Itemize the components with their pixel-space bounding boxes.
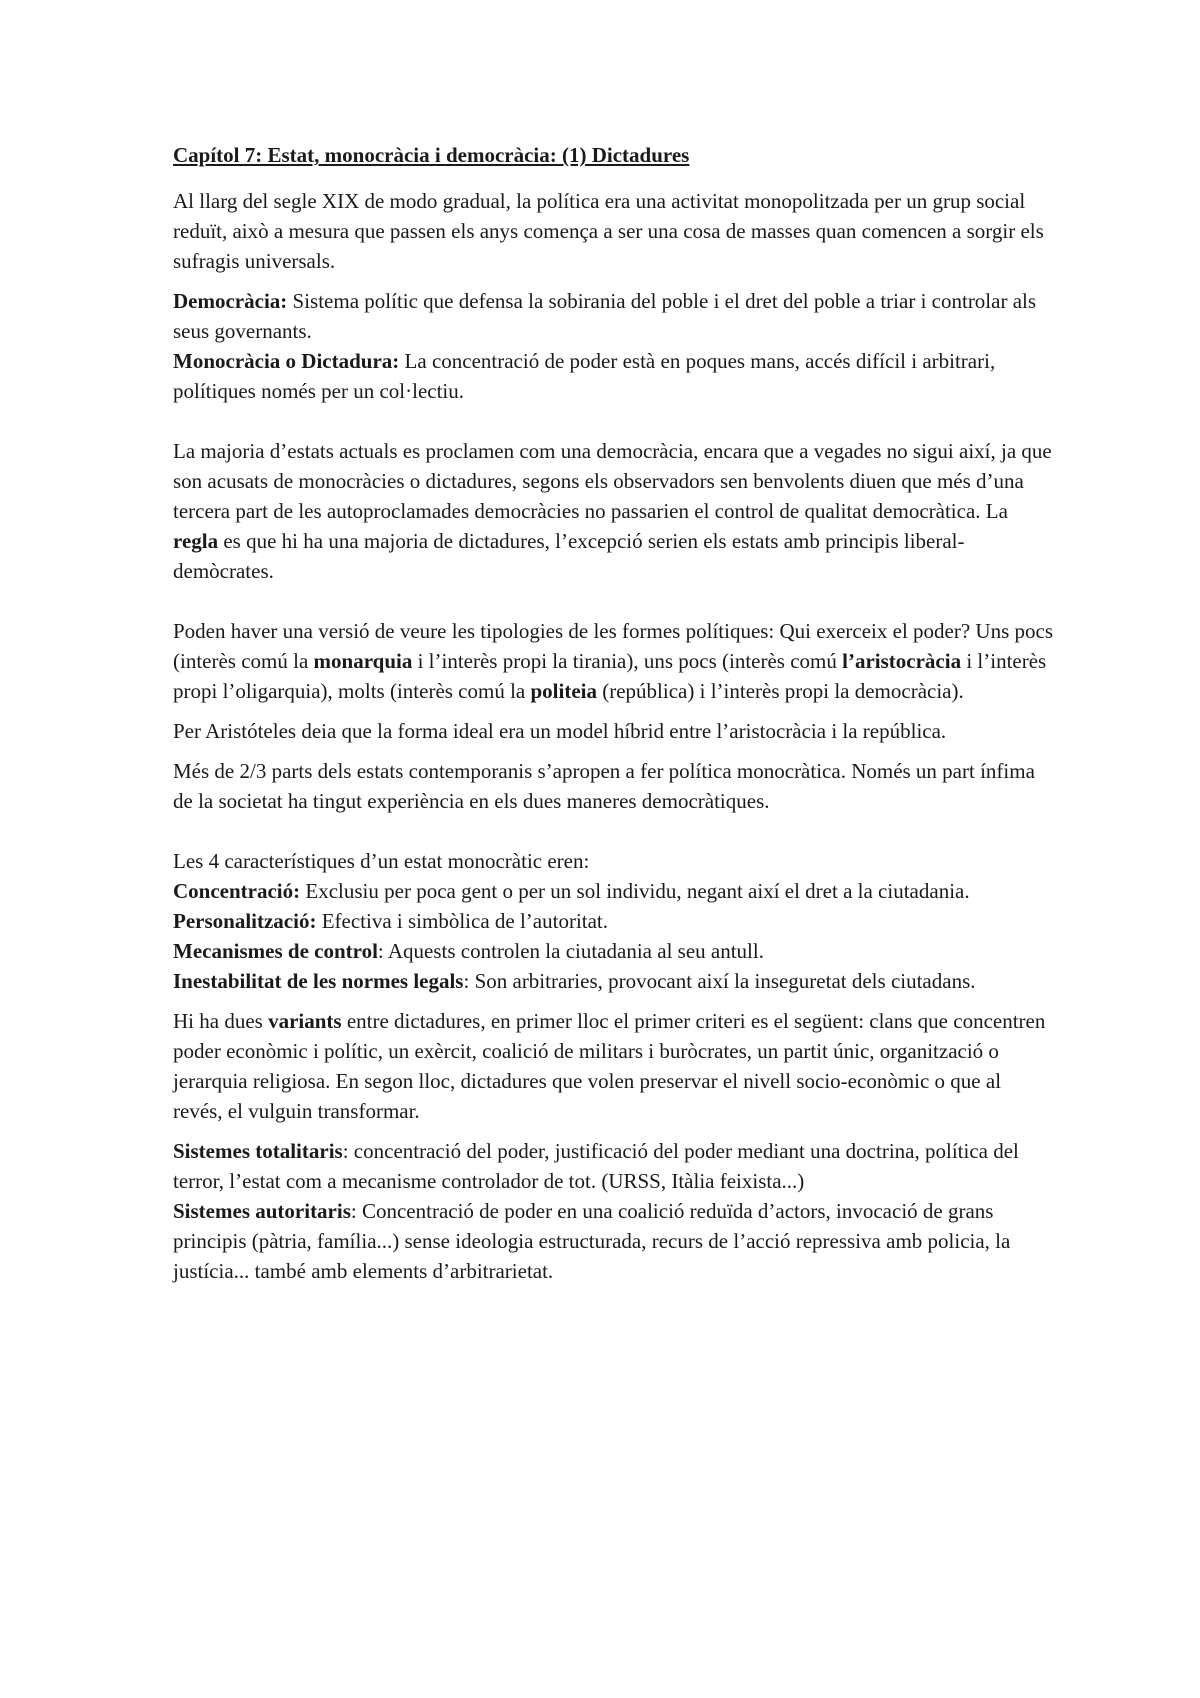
sistema-text: : Concentració de poder en una coalició reduïda d’actors, invocació de grans principis (pàtria, família...) sense ideologia estructurada, recurs de l’acció repressiva amb policia, la justícia... també amb elements d’arbitrarietat. — [173, 1199, 1011, 1283]
text-run: i l’interès propi l’oligarquia), molts (interès comú la — [173, 649, 1047, 703]
text-run: (república) i l’interès propi la democràcia). — [597, 679, 964, 703]
definition-text: La concentració de poder està en poques mans, accés difícil i arbitrari, polítiques només per un col·lectiu. — [173, 349, 996, 403]
sistema-term: Sistemes totalitaris — [173, 1139, 343, 1163]
caracteristica-text: Efectiva i simbòlica de l’autoritat. — [316, 909, 609, 933]
bold-run: monarquia — [313, 649, 413, 673]
paragraph-tipologies — [173, 616, 1053, 706]
caracteristica-item — [173, 966, 1053, 996]
paragraph-variants — [173, 1006, 1053, 1126]
bold-run: politeia — [530, 679, 597, 703]
bold-run: l’aristocràcia — [842, 649, 962, 673]
bold-run: variants — [268, 1009, 342, 1033]
caracteristica-item — [173, 936, 1053, 966]
sistema-text: : concentració del poder, justificació del poder mediant una doctrina, política del terror, l’estat com a mecanisme controlador de tot. (URSS, Itàlia feixista...) — [173, 1139, 1019, 1193]
caracteristica-term: Mecanismes de control — [173, 939, 378, 963]
sistema-term: Sistemes autoritaris — [173, 1199, 351, 1223]
text-run: La majoria d’estats actuals es proclamen com una democràcia, encara que a vegades no sigui així, ja que son acusats de monocràcies o dictadures, segons els observadors sen benvolents diuen que més d’una tercera part de les autoproclamades democràcies no passarien el control de qualitat democràtica. La — [173, 439, 1052, 523]
text-run: es que hi ha una majoria de dictadures, l’excepció serien els estats amb principis liberal-demòcrates. — [173, 529, 965, 583]
caracteristica-item — [173, 906, 1053, 936]
caracteristica-term: Inestabilitat de les normes legals — [173, 969, 464, 993]
sistemes-autoritaris — [173, 1196, 1053, 1286]
caracteristica-item — [173, 876, 1053, 906]
sistemes-totalitaris — [173, 1136, 1053, 1196]
caracteristica-term: Concentració: — [173, 879, 301, 903]
definition-democracia — [173, 286, 1053, 346]
paragraph-aristoteles: Per Aristóteles deia que la forma ideal era un model híbrid entre l’aristocràcia i la república. — [173, 719, 947, 743]
document-page — [173, 140, 1053, 1286]
text-run: entre dictadures, en primer lloc el primer criteri es el següent: clans que concentren poder econòmic i polític, un exèrcit, coalició de militars i buròcrates, un partit únic, organització o jerarquia religiosa. En segon lloc, dictadures que volen preservar el nivell socio-econòmic o que al revés, el vulguin transformar. — [173, 1009, 1046, 1123]
text-run: i l’interès propi la tirania), uns pocs (interès comú — [412, 649, 843, 673]
text-run: Hi ha dues — [173, 1009, 269, 1033]
paragraph-majoria — [173, 436, 1053, 586]
document-title: Capítol 7: Estat, monocràcia i democràcia: (1) Dictadures — [173, 143, 690, 167]
definition-term: Monocràcia o Dictadura: — [173, 349, 400, 373]
intro-paragraph: Al llarg del segle XIX de modo gradual, la política era una activitat monopolitzada per un grup social reduït, això a mesura que passen els anys comença a ser una cosa de masses quan comencen a sorgir els sufragis universals. — [173, 189, 1044, 273]
caracteristica-text: Exclusiu per poca gent o per un sol individu, negant així el dret a la ciutadania. — [300, 879, 970, 903]
paragraph-estats: Més de 2/3 parts dels estats contemporanis s’apropen a fer política monocràtica. Només un part ínfima de la societat ha tingut experiència en els dues maneres democràtiques. — [173, 759, 1035, 813]
caracteristica-text: : Son arbitraries, provocant així la inseguretat dels ciutadans. — [463, 969, 976, 993]
definition-monocracia — [173, 346, 1053, 406]
text-run: Poden haver una versió de veure les tipologies de les formes polítiques: Qui exerceix el poder? Uns pocs (interès comú la — [173, 619, 1054, 673]
definition-term: Democràcia: — [173, 289, 288, 313]
definition-text: Sistema polític que defensa la sobirania del poble i el dret del poble a triar i controlar als seus governants. — [173, 289, 1037, 343]
caracteristiques-intro: Les 4 característiques d’un estat monocràtic eren: — [173, 849, 590, 873]
bold-run: regla — [173, 529, 219, 553]
caracteristica-term: Personalització: — [173, 909, 317, 933]
caracteristica-text: : Aquests controlen la ciutadania al seu antull. — [377, 939, 764, 963]
